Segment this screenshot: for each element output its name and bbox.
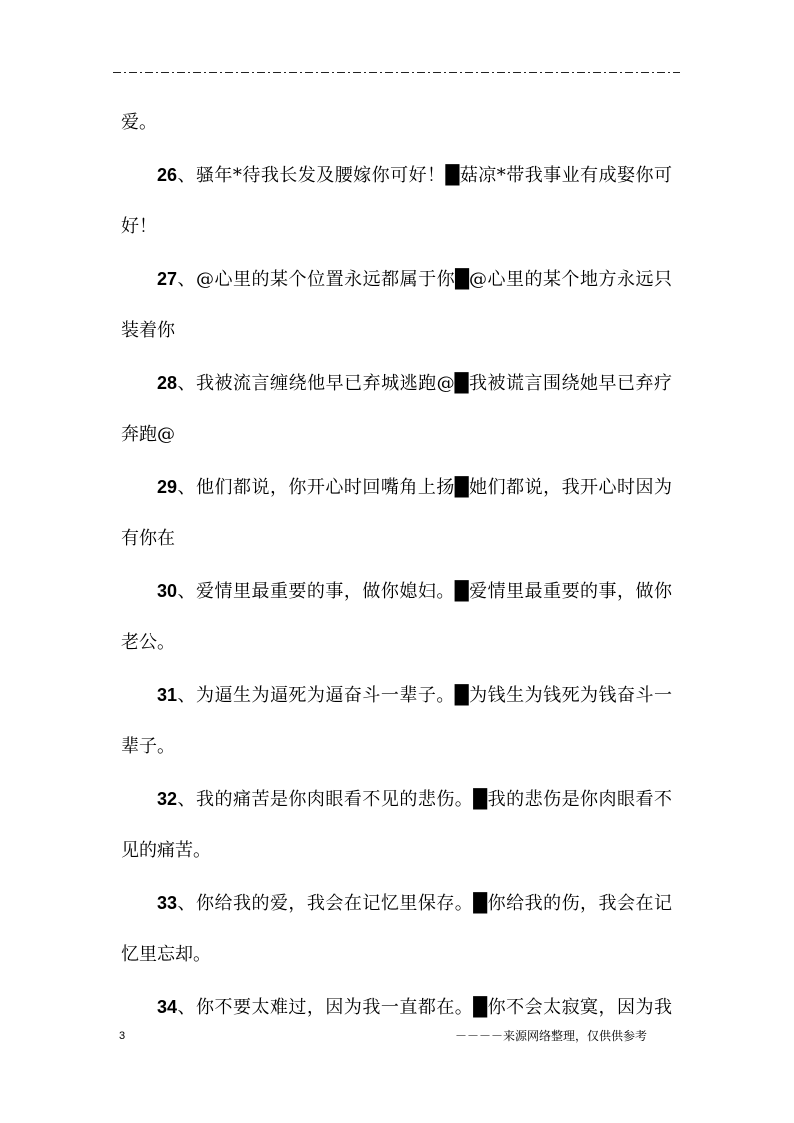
item-text: 、我的痛苦是你肉眼看不见的悲伤。█我的悲伤是你肉眼看不 (177, 789, 672, 810)
item-number: 31 (157, 685, 178, 705)
item-number: 32 (157, 789, 178, 809)
item-29-first-line (121, 461, 672, 513)
item-27-second-line: 装着你 (121, 320, 175, 341)
item-text: 、他们都说，你开心时回嘴角上扬█她们都说，我开心时因为 (177, 477, 672, 498)
item-30-second-line: 老公。 (121, 632, 175, 653)
continuation-line: 爱。 (121, 112, 157, 133)
item-28-second-line: 奔跑@ (121, 424, 175, 445)
item-26-second-line: 好！ (121, 216, 157, 237)
item-26-first-line (121, 149, 672, 201)
item-29-second-line: 有你在 (121, 528, 175, 549)
item-28-first-line (121, 357, 672, 409)
item-27-first-line (121, 253, 672, 305)
item-number: 30 (157, 581, 178, 601)
item-34-first-line (121, 981, 672, 1033)
item-number: 34 (157, 997, 178, 1017)
footer-source-note: －－－－来源网络整理，仅供供参考 (455, 1029, 648, 1043)
item-33-first-line (121, 877, 672, 929)
item-text: 、@心里的某个位置永远都属于你█@心里的某个地方永远只 (177, 269, 672, 290)
item-30-first-line (121, 565, 672, 617)
item-text: 、骚年*待我长发及腰嫁你可好！█菇凉*带我事业有成娶你可 (177, 165, 672, 186)
header-dashed-rule (113, 72, 680, 73)
item-number: 29 (157, 477, 178, 497)
item-number: 26 (157, 165, 178, 185)
item-text: 、爱情里最重要的事，做你媳妇。█爱情里最重要的事，做你 (177, 581, 672, 602)
item-number: 33 (157, 893, 178, 913)
body-text (121, 97, 672, 1033)
item-31-second-line: 辈子。 (121, 736, 175, 757)
item-text: 、你不要太难过，因为我一直都在。█你不会太寂寞，因为我 (177, 997, 672, 1018)
footer-page-number: 3 (119, 1030, 126, 1042)
item-32-second-line: 见的痛苦。 (121, 840, 211, 861)
item-number: 28 (157, 373, 178, 393)
item-31-first-line (121, 669, 672, 721)
item-text: 、你给我的爱，我会在记忆里保存。█你给我的伤，我会在记 (177, 893, 672, 914)
item-text: 、为逼生为逼死为逼奋斗一辈子。█为钱生为钱死为钱奋斗一 (177, 685, 672, 706)
item-32-first-line (121, 773, 672, 825)
item-33-second-line: 忆里忘却。 (121, 944, 211, 965)
item-number: 27 (157, 269, 178, 289)
item-text: 、我被流言缠绕他早已弃城逃跑@█我被谎言围绕她早已弃疗 (177, 373, 672, 394)
